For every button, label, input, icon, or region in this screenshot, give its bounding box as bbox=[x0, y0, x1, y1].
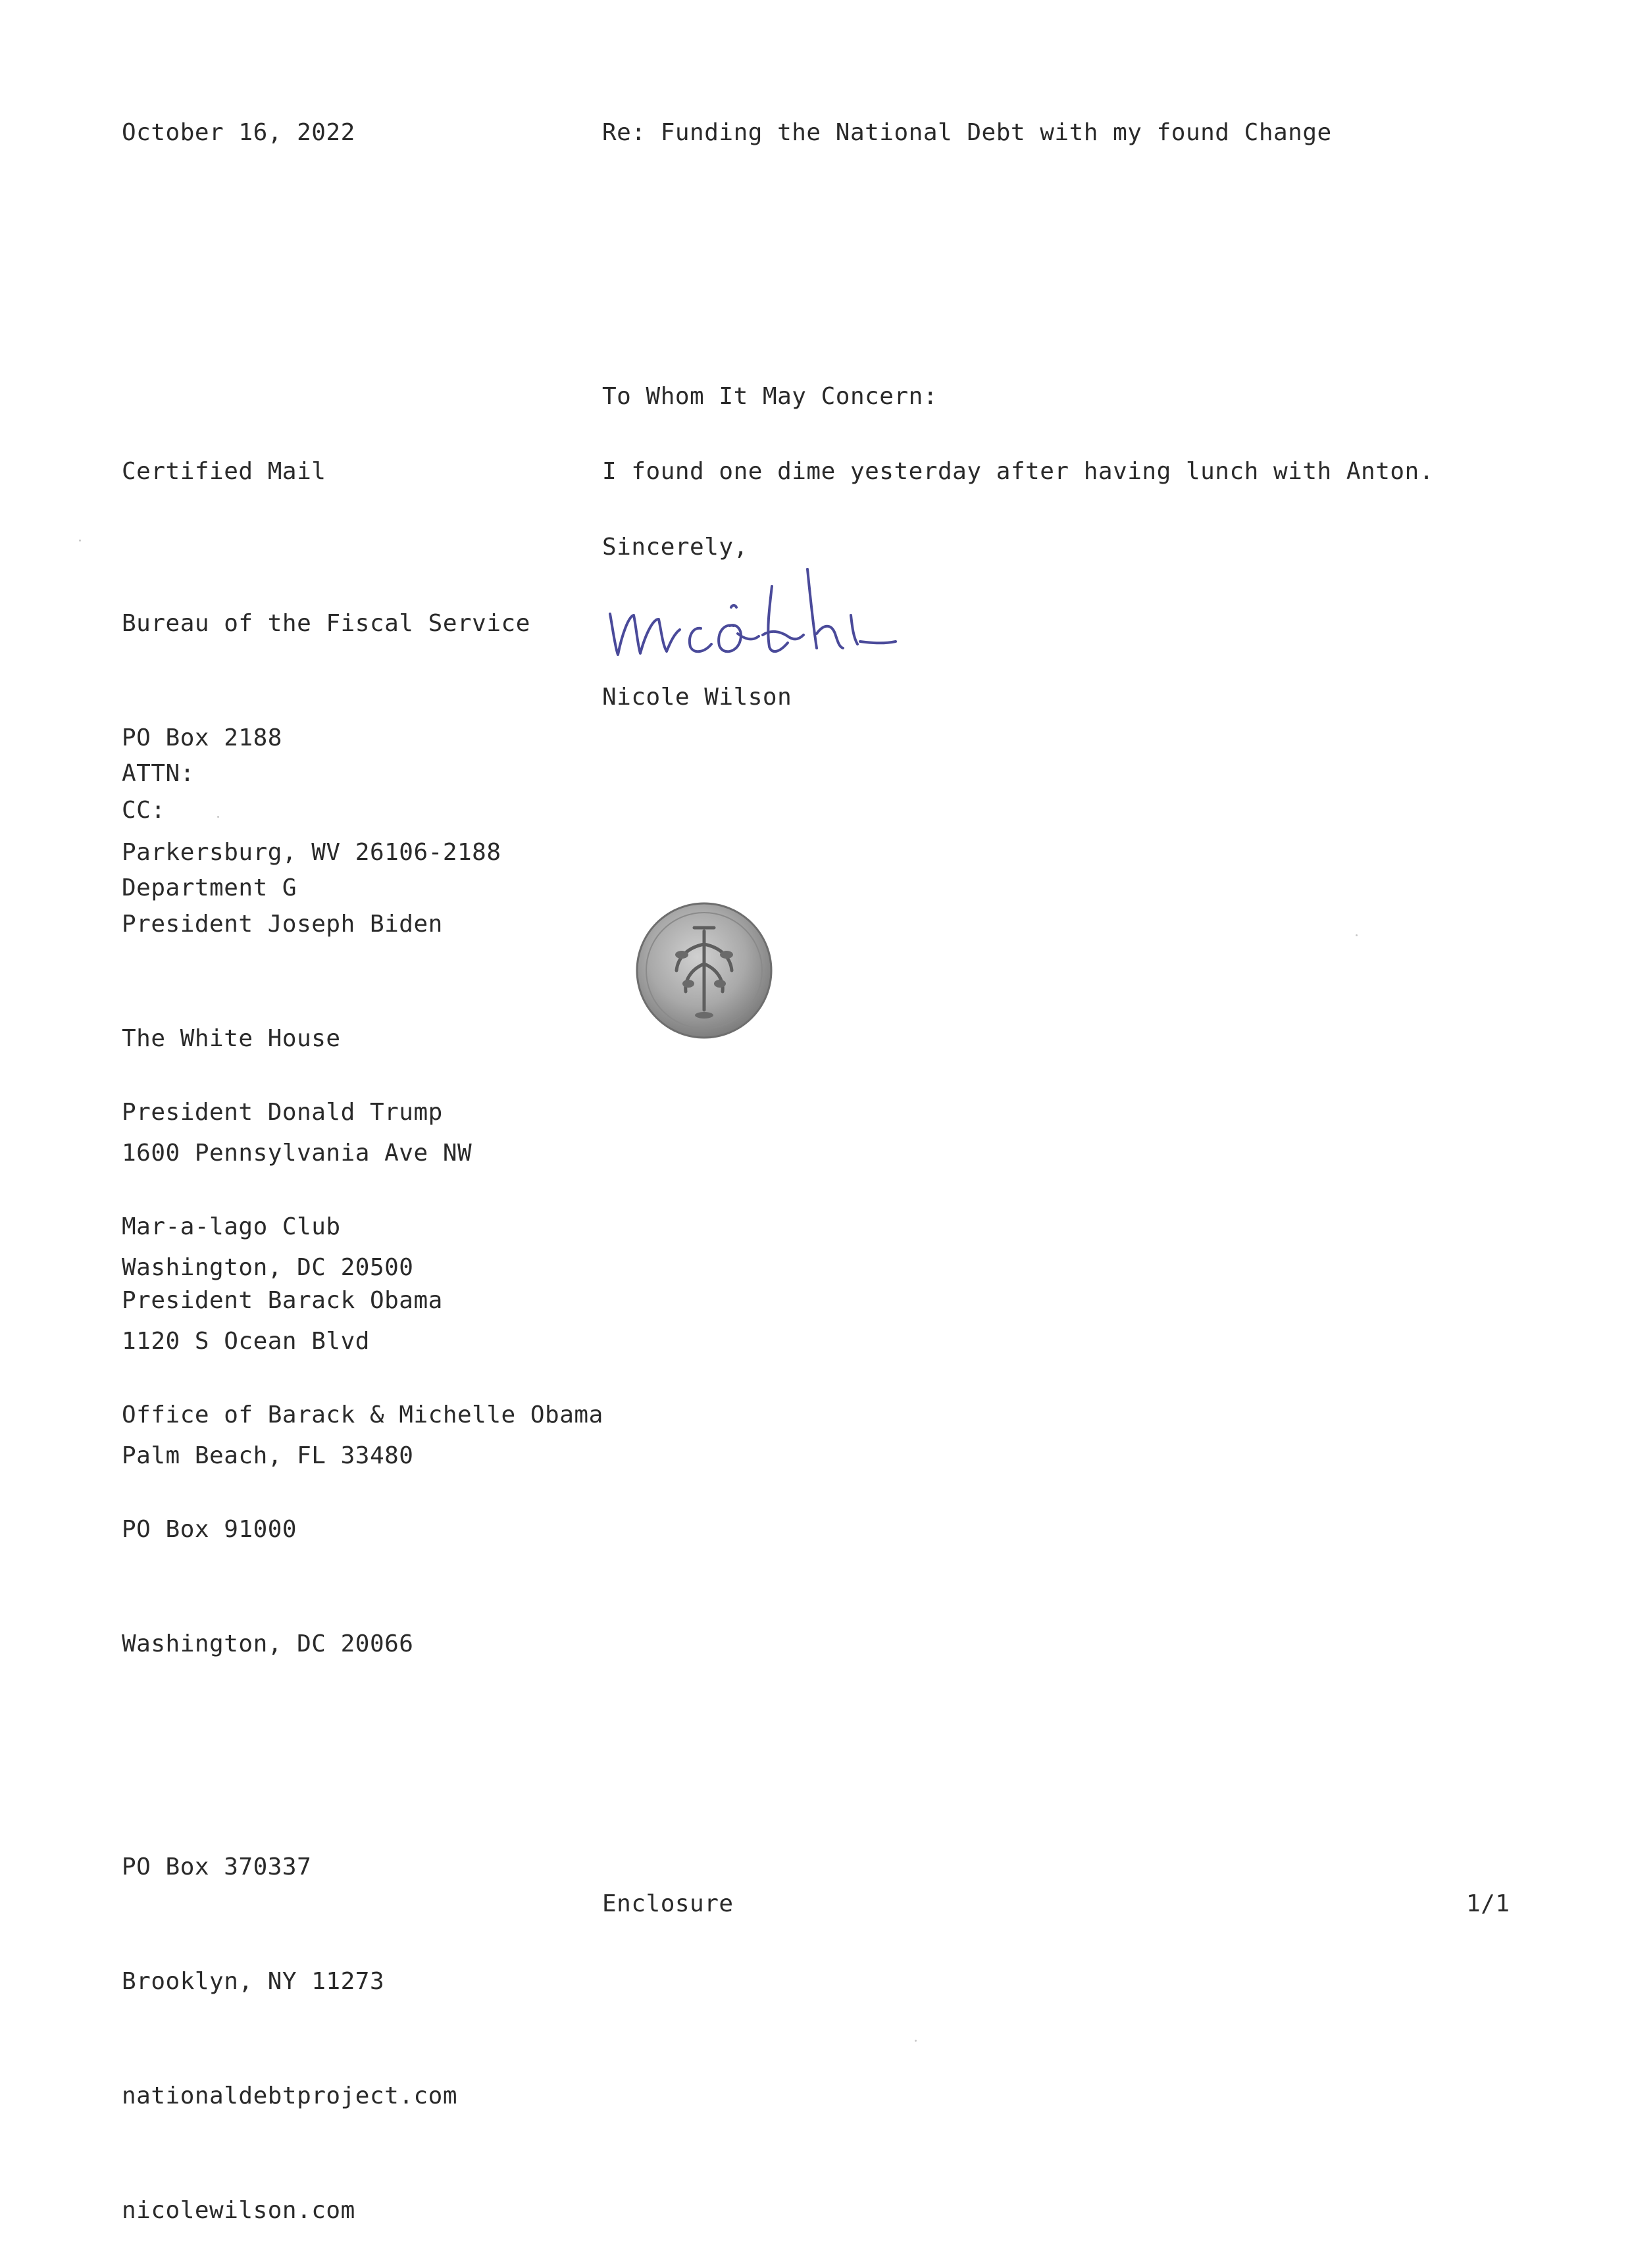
mail-type: Certified Mail bbox=[122, 458, 326, 485]
sender-line: nicolewilson.com bbox=[122, 2197, 355, 2224]
enclosure-label: Enclosure bbox=[602, 1890, 734, 1917]
scan-speck bbox=[915, 2040, 917, 2042]
cc-line: Mar-a-lago Club bbox=[122, 1213, 341, 1240]
recipient-line: Parkersburg, WV 26106-2188 bbox=[122, 839, 501, 866]
attn-value: Department G bbox=[122, 874, 297, 901]
cc-line: Palm Beach, FL 33480 bbox=[122, 1442, 414, 1469]
cc-line: President Barack Obama bbox=[122, 1287, 443, 1314]
cc-line: Washington, DC 20066 bbox=[122, 1630, 414, 1657]
sender-line: PO Box 370337 bbox=[122, 1853, 312, 1880]
scan-speck bbox=[79, 540, 81, 542]
signature-name: Nicole Wilson bbox=[602, 684, 792, 711]
closing: Sincerely, bbox=[602, 534, 748, 561]
cc-line: Washington, DC 20500 bbox=[122, 1254, 414, 1281]
cc-line: The White House bbox=[122, 1025, 341, 1052]
recipient-line: Bureau of the Fiscal Service bbox=[122, 610, 530, 637]
scan-speck bbox=[217, 816, 219, 818]
salutation: To Whom It May Concern: bbox=[602, 383, 938, 410]
sender-address bbox=[122, 1772, 457, 2268]
cc-line: President Donald Trump bbox=[122, 1099, 443, 1126]
cc-line: 1120 S Ocean Blvd bbox=[122, 1328, 370, 1355]
letter-subject: Re: Funding the National Debt with my found Change bbox=[602, 119, 1332, 146]
scan-speck bbox=[1356, 934, 1358, 936]
cc-line: 1600 Pennsylvania Ave NW bbox=[122, 1140, 472, 1167]
letter-date: October 16, 2022 bbox=[122, 119, 355, 146]
cc-recipient-obama bbox=[122, 1205, 603, 1701]
cc-label: CC: bbox=[122, 797, 166, 824]
cc-line: Office of Barack & Michelle Obama bbox=[122, 1401, 603, 1428]
body-text: I found one dime yesterday after having lunch with Anton. bbox=[602, 458, 1434, 485]
attn-label: ATTN: bbox=[122, 760, 195, 787]
recipient-line: PO Box 2188 bbox=[122, 724, 282, 751]
cc-line: President Joseph Biden bbox=[122, 911, 443, 938]
cc-line: PO Box 91000 bbox=[122, 1516, 297, 1543]
dime-coin bbox=[625, 892, 783, 1049]
sender-line: nationaldebtproject.com bbox=[122, 2082, 457, 2109]
handwritten-signature bbox=[602, 556, 918, 674]
page-number: 1/1 bbox=[1466, 1890, 1510, 1917]
sender-line: Brooklyn, NY 11273 bbox=[122, 1968, 385, 1995]
